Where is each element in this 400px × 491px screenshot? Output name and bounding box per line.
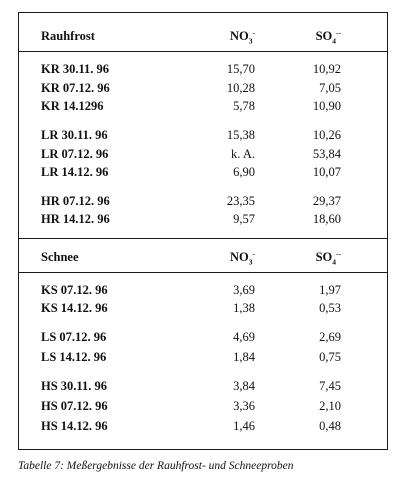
table-cell-so4: 0,75 [319,350,341,364]
table-cell-so4: 10,07 [312,165,341,179]
table-cell-no3: 5,78 [233,99,255,113]
table-cell-no3: 3,84 [233,379,255,393]
table-row-label: LS 07.12. 96 [41,330,107,344]
table-row-label: KS 07.12. 96 [41,283,108,297]
table-row-label: KR 30.11. 96 [41,62,110,76]
table-cell-so4: 2,69 [319,330,341,344]
table-cell-so4: 10,26 [312,128,341,142]
table-row-label: LS 14.12. 96 [41,350,107,364]
table-row-label: KR 07.12. 96 [41,81,110,95]
table-cell-no3: 3,69 [233,283,255,297]
rauhfrost-heading: Rauhfrost [41,29,95,43]
table-row-label: LR 30.11. 96 [41,128,108,142]
table-cell-so4: 10,90 [312,99,341,113]
table-cell-no3: 1,84 [233,350,255,364]
schnee-heading: Schnee [41,250,79,264]
table-caption: Tabelle 7: Meßergebnisse der Rauhfrost- und Schneeproben [18,460,294,472]
table-cell-no3: 3,36 [233,399,255,413]
table-cell-so4: 7,45 [319,379,341,393]
data-table [18,12,388,450]
table-cell-so4: 29,37 [312,194,341,208]
rauhfrost-header-rule [19,51,387,52]
table-cell-no3: 4,69 [233,330,255,344]
table-row-label: KR 14.1296 [41,99,104,113]
table-cell-so4: 0,48 [319,419,341,433]
table-cell-no3: 9,57 [233,212,255,226]
table-cell-so4: 53,84 [312,147,341,161]
table-cell-no3: 1,38 [233,301,255,315]
table-row-label: HR 14.12. 96 [41,212,110,226]
schnee-header-rule [19,272,387,273]
table-cell-no3: 15,38 [226,128,255,142]
table-cell-no3: 1,46 [233,419,255,433]
table-row-label: LR 07.12. 96 [41,147,109,161]
table-cell-no3: 10,28 [226,81,255,95]
rauhfrost-so4-header: $SO_4^{--}$ [315,27,341,46]
table-cell-so4: 10,92 [312,62,341,76]
table-cell-no3: 23,35 [226,194,255,208]
table-row-label: HS 07.12. 96 [41,399,108,413]
table-cell-so4: 18,60 [312,212,341,226]
table-cell-no3: 15,70 [226,62,255,76]
schnee-so4-header: $SO_4^{--}$ [315,248,341,267]
table-cell-no3: 6,90 [233,165,255,179]
table-row-label: HS 30.11. 96 [41,379,107,393]
table-row-label: HR 07.12. 96 [41,194,110,208]
table-cell-so4: 2,10 [319,399,341,413]
rauhfrost-no3-header: $NO_3^-$ [230,27,255,46]
table-cell-no3: k. A. [231,147,255,161]
schnee-no3-header: $NO_3^-$ [230,248,255,267]
table-cell-so4: 0,53 [319,301,341,315]
table-row-label: LR 14.12. 96 [41,165,109,179]
table-cell-so4: 7,05 [319,81,341,95]
table-row-label: KS 14.12. 96 [41,301,108,315]
table-cell-so4: 1,97 [319,283,341,297]
table-row-label: HS 14.12. 96 [41,419,108,433]
section-divider [19,238,387,239]
